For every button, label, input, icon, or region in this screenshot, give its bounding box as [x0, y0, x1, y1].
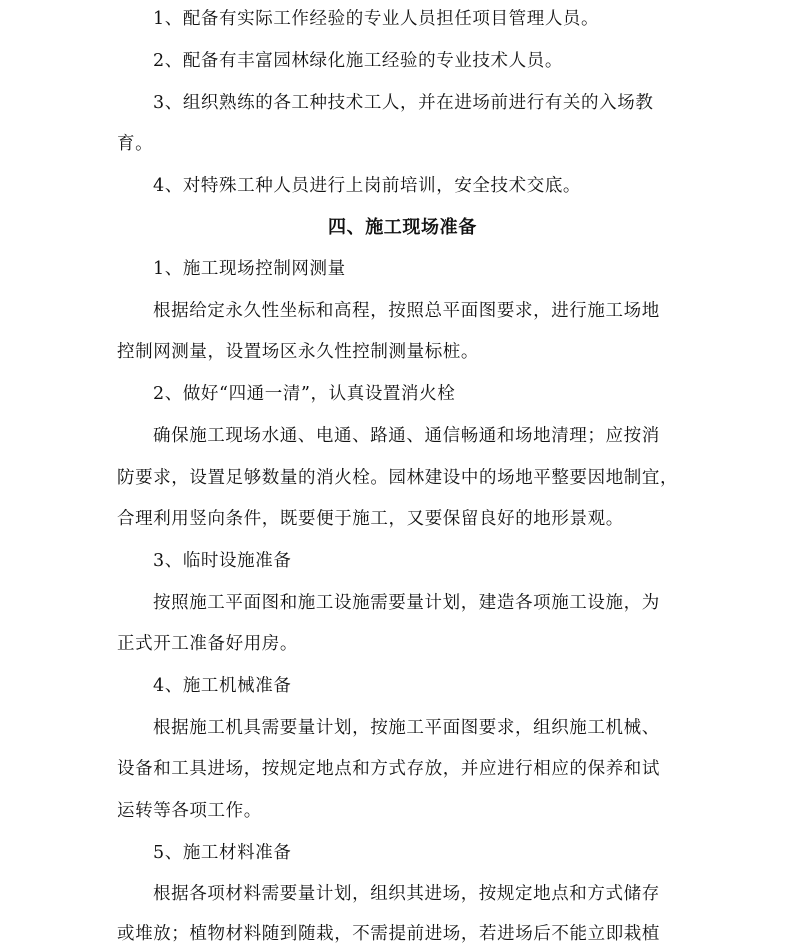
paragraph-line: 设备和工具进场，按规定地点和方式存放，并应进行相应的保养和试 — [117, 759, 660, 779]
paragraph-line: 1、配备有实际工作经验的专业人员担任项目管理人员。 — [153, 9, 600, 29]
paragraph-line: 根据各项材料需要量计划，组织其进场，按规定地点和方式储存 — [153, 884, 660, 904]
paragraph-line: 确保施工现场水通、电通、路通、通信畅通和场地清理；应按消 — [153, 426, 660, 446]
paragraph-line: 合理利用竖向条件，既要便于施工，又要保留良好的地形景观。 — [117, 509, 624, 529]
paragraph-line: 根据施工机具需要量计划，按施工平面图要求，组织施工机械、 — [153, 718, 660, 738]
subheading-line: 3、临时设施准备 — [153, 551, 292, 571]
paragraph-line: 3、组织熟练的各工种技术工人，并在进场前进行有关的入场教 — [153, 93, 654, 113]
subheading-line: 2、做好“四通一清”，认真设置消火栓 — [153, 384, 456, 404]
paragraph-line: 4、对特殊工种人员进行上岗前培训，安全技术交底。 — [153, 176, 582, 196]
subheading-line: 4、施工机械准备 — [153, 676, 292, 696]
paragraph-line: 防要求，设置足够数量的消火栓。园林建设中的场地平整要因地制宜， — [117, 468, 679, 488]
subheading-line: 1、施工现场控制网测量 — [153, 259, 346, 279]
paragraph-line: 按照施工平面图和施工设施需要量计划，建造各项施工设施，为 — [153, 593, 660, 613]
paragraph-line: 正式开工准备好用房。 — [117, 634, 298, 654]
paragraph-line: 2、配备有丰富园林绿化施工经验的专业技术人员。 — [153, 51, 563, 71]
section-heading: 四、施工现场准备 — [328, 217, 477, 238]
paragraph-line: 或堆放；植物材料随到随栽，不需提前进场，若进场后不能立即栽植 — [117, 924, 660, 944]
paragraph-line: 运转等各项工作。 — [117, 801, 262, 821]
paragraph-line: 育。 — [117, 134, 154, 154]
paragraph-line: 根据给定永久性坐标和高程，按照总平面图要求，进行施工场地 — [153, 301, 660, 321]
paragraph-line: 控制网测量，设置场区永久性控制测量标桩。 — [117, 342, 479, 362]
subheading-line: 5、施工材料准备 — [153, 843, 292, 863]
